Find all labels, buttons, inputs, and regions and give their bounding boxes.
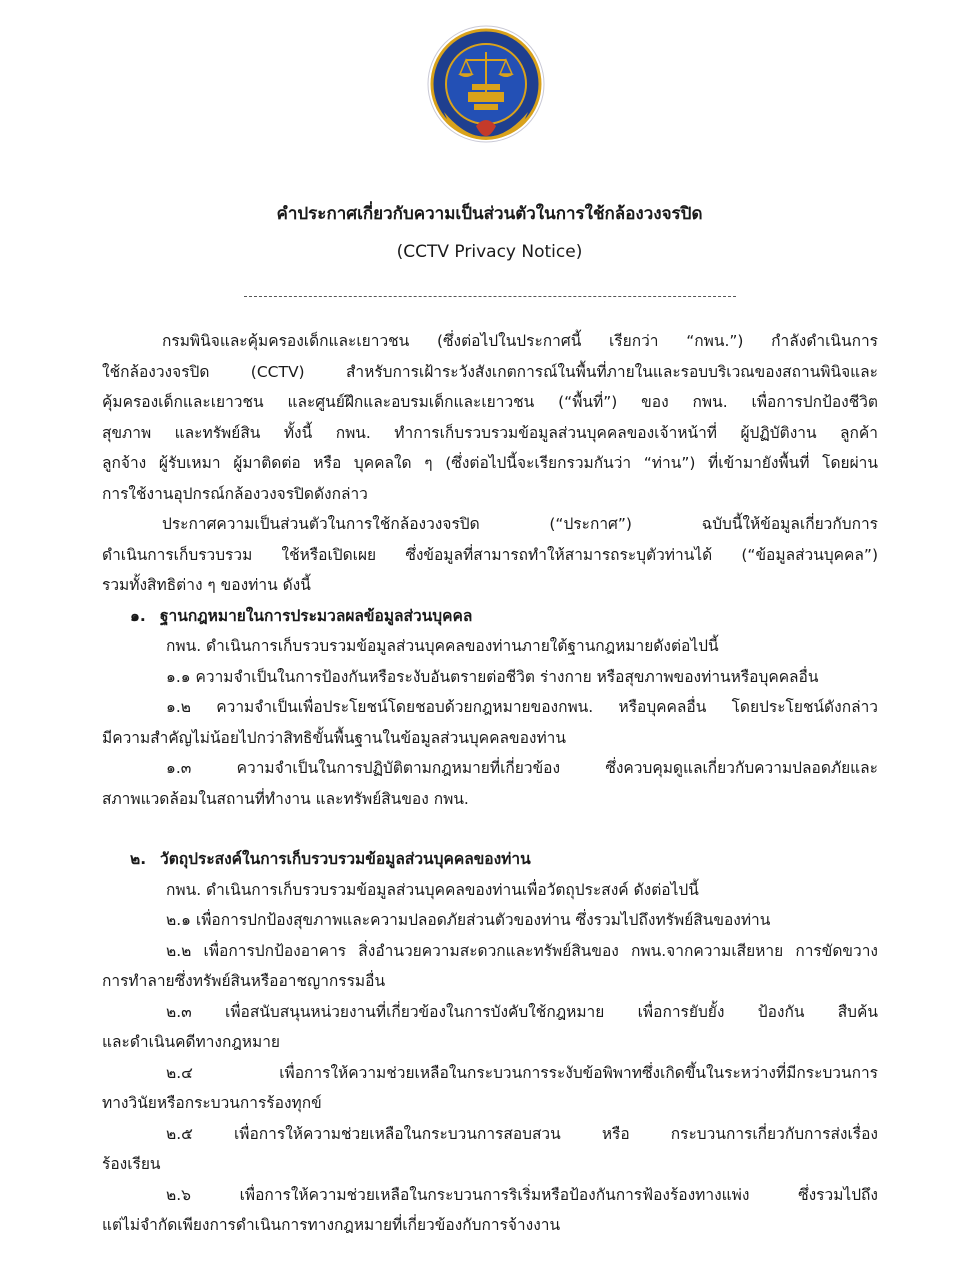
list-item-continuation: และดำเนินคดีทางกฎหมาย — [102, 1033, 281, 1051]
section-number: ๒. — [130, 850, 147, 868]
list-item-continuation: การทำลายซึ่งทรัพย์สินหรืออาชญากรรมอื่น — [102, 972, 386, 990]
list-item: ๒.๖ เพื่อการให้ความช่วยเหลือในกระบวนการริเริ่มหรือป้องกันการฟ้องร้องทางแพ่ง ซึ่งรวมไปถึง — [166, 1185, 878, 1204]
intro-paragraph-2 — [102, 509, 878, 601]
paragraph-line: คุ้มครองเด็กและเยาวชน และศูนย์ฝึกและอบรมเด็กและเยาวชน (“พื้นที่”) ของ กพน. เพื่อการปกป้องชีวิต — [102, 393, 878, 411]
divider — [244, 296, 736, 297]
paragraph-line: สุขภาพ และทรัพย์สิน ทั้งนี้ กพน. ทำการเก็บรวบรวมข้อมูลส่วนบุคคลของเจ้าหน้าที่ ผู้ปฏิบัติงาน ลูกค้า — [102, 423, 878, 442]
list-item: ๒.๔ เพื่อการให้ความช่วยเหลือในกระบวนการระงับข้อพิพาทซึ่งเกิดขึ้นในระหว่างที่มีกระบวนการ — [166, 1063, 878, 1082]
list-item: ๑.๓ ความจำเป็นในการปฏิบัติตามกฎหมายที่เกี่ยวข้อง ซึ่งควบคุมดูแลเกี่ยวกับความปลอดภัยและ — [166, 759, 878, 777]
list-item-continuation: สภาพแวดล้อมในสถานที่ทำงาน และทรัพย์สินของ กพน. — [102, 789, 469, 808]
paragraph-line: ดำเนินการเก็บรวบรวม ใช้หรือเปิดเผย ซึ่งข้อมูลที่สามารถทำให้สามารถระบุตัวท่านได้ (“ข้อมูลส่วนบุคคล”) — [102, 545, 878, 564]
list-item-continuation: ทางวินัยหรือกระบวนการร้องทุกข์ — [102, 1094, 322, 1112]
paragraph-line: ใช้กล้องวงจรปิด (CCTV) สำหรับการเฝ้าระวังสังเกตการณ์ในพื้นที่ภายในและรอบบริเวณของสถานพินิจและ — [102, 362, 878, 381]
notice-subtitle: (CCTV Privacy Notice) — [396, 242, 583, 262]
section-2 — [102, 844, 878, 1241]
notice-title: คำประกาศเกี่ยวกับความเป็นส่วนตัวในการใช้กล้องวงจรปิด — [276, 204, 703, 224]
paragraph-line: การใช้งานอุปกรณ์กล้องวงจรปิดดังกล่าว — [102, 484, 368, 503]
list-item: ๒.๒ เพื่อการปกป้องอาคาร สิ่งอำนวยความสะดวกและทรัพย์สินของ กพน.จากความเสียหาย การขัดขวาง — [166, 941, 878, 960]
department-seal-logo — [424, 22, 554, 162]
section-lead: กพน. ดำเนินการเก็บรวบรวมข้อมูลส่วนบุคคลของท่านเพื่อวัตถุประสงค์ ดังต่อไปนี้ — [166, 880, 699, 899]
section-lead: กพน. ดำเนินการเก็บรวบรวมข้อมูลส่วนบุคคลของท่านภายใต้ฐานกฎหมายดังต่อไปนี้ — [166, 637, 719, 655]
section-title: ฐานกฎหมายในการประมวลผลข้อมูลส่วนบุคคล — [160, 606, 473, 625]
list-item: ๑.๑ ความจำเป็นในการป้องกันหรือระงับอันตรายต่อชีวิต ร่างกาย หรือสุขภาพของท่านหรือบุคคลอื่น — [166, 667, 819, 686]
list-item: ๒.๓ เพื่อสนับสนุนหน่วยงานที่เกี่ยวข้องในการบังคับใช้กฎหมาย เพื่อการยับยั้ง ป้องกัน สืบค้น — [166, 1002, 878, 1021]
list-item: ๒.๕ เพื่อการให้ความช่วยเหลือในกระบวนการสอบสวน หรือ กระบวนการเกี่ยวกับการส่งเรื่อง — [166, 1124, 878, 1143]
list-item: ๑.๒ ความจำเป็นเพื่อประโยชน์โดยชอบด้วยกฎหมายของกพน. หรือบุคคลอื่น โดยประโยชน์ดังกล่าว — [166, 698, 878, 716]
paragraph-line: รวมทั้งสิทธิต่าง ๆ ของท่าน ดังนี้ — [102, 576, 311, 594]
notice-body — [102, 326, 878, 1241]
section-spacer — [102, 814, 878, 844]
section-number: ๑. — [130, 606, 146, 625]
list-item: ๒.๑ เพื่อการปกป้องสุขภาพและความปลอดภัยส่วนตัวของท่าน ซึ่งรวมไปถึงทรัพย์สินของท่าน — [166, 911, 771, 929]
section-1 — [102, 601, 878, 815]
list-item-continuation: ร้องเรียน — [102, 1155, 161, 1173]
paragraph-line: กรมพินิจและคุ้มครองเด็กและเยาวชน (ซึ่งต่อไปในประกาศนี้ เรียกว่า “กพน.”) กำลังดำเนินการ — [162, 332, 878, 350]
paragraph-line: ลูกจ้าง ผู้รับเหมา ผู้มาติดต่อ หรือ บุคคลใด ๆ (ซึ่งต่อไปนี้จะเรียกรวมกันว่า “ท่าน”) ที่เข้ามายังพื้นที่ โดยผ่าน — [102, 454, 878, 472]
section-heading — [102, 844, 878, 875]
section-heading — [102, 601, 878, 632]
paragraph-line: ประกาศความเป็นส่วนตัวในการใช้กล้องวงจรปิด (“ประกาศ”) ฉบับนี้ให้ข้อมูลเกี่ยวกับการ — [162, 515, 878, 533]
section-title: วัตถุประสงค์ในการเก็บรวบรวมข้อมูลส่วนบุคคลของท่าน — [160, 850, 531, 868]
list-item-continuation: มีความสำคัญไม่น้อยไปกว่าสิทธิขั้นพื้นฐานในข้อมูลส่วนบุคคลของท่าน — [102, 728, 566, 747]
list-item-continuation: แต่ไม่จำกัดเพียงการดำเนินการทางกฎหมายที่เกี่ยวข้องกับการจ้างงาน — [102, 1216, 561, 1234]
intro-paragraph-1 — [102, 326, 878, 509]
